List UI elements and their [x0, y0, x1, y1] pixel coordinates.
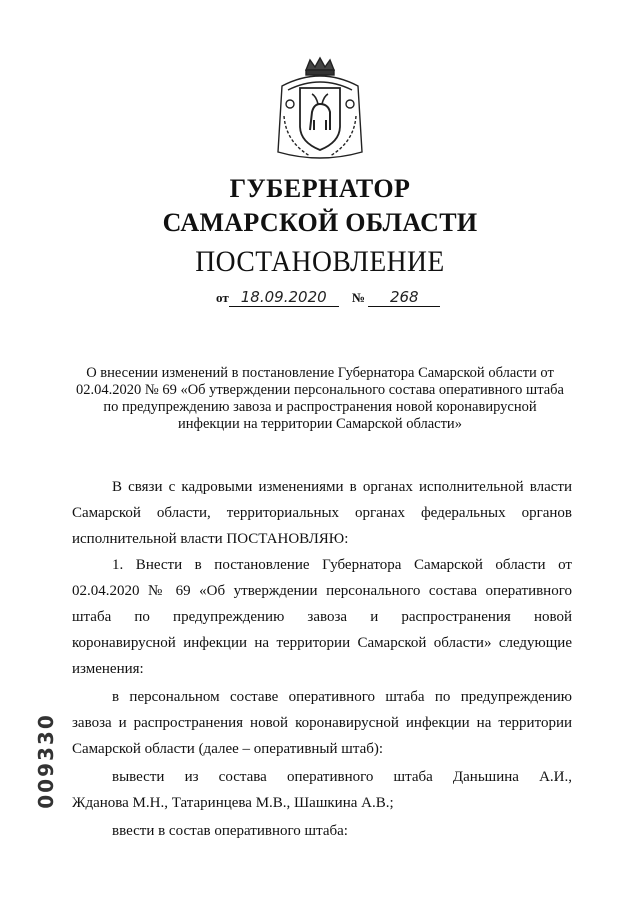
region-title: САМАРСКОЙ ОБЛАСТИ [162, 208, 478, 237]
body-line: штаба по предупреждению завоза и распространения новой [72, 609, 572, 625]
body-line: в персональном составе оперативного штаба по предупреждению [112, 689, 572, 705]
side-registration-stamp [26, 713, 66, 809]
body-line: исполнительной власти ПОСТАНОВЛЯЮ: [72, 531, 349, 547]
registration-number: 268 [368, 288, 440, 307]
document-type-title: ПОСТАНОВЛЕНИЕ [195, 245, 445, 278]
date-prefix: от [216, 290, 229, 305]
body-line: Самарской области (далее – оперативный штаб): [72, 741, 384, 757]
body-line: изменения: [72, 661, 144, 677]
governor-title: ГУБЕРНАТОР [229, 174, 411, 203]
document-subject: О внесении изменений в постановление Губернатора Самарской области от 02.04.2020 № 69 «Об утверждении персонального состава оперативного штаба по предупреждению завоза и распространения новой коронавирусной инфекции на территории Самарской области» [76, 365, 564, 432]
side-stamp-number: 009330 [34, 713, 58, 809]
coat-of-arms-emblem [270, 56, 370, 164]
body-line: Жданова М.Н., Татаринцева М.В., Шашкина А.В.; [72, 795, 394, 811]
body-line: В связи с кадровыми изменениями в органах исполнительной власти [112, 479, 572, 495]
body-line: ввести в состав оперативного штаба: [112, 823, 348, 839]
body-line: 02.04.2020 № 69 «Об утверждении персонального состава оперативного [72, 583, 572, 599]
body-line: 1. Внести в постановление Губернатора Самарской области от [112, 557, 572, 573]
body-line: коронавирусной инфекции на территории Самарской области» следующие [72, 635, 572, 651]
number-label: № [351, 290, 366, 305]
body-line: вывести из состава оперативного штаба Даньшина А.И., [112, 769, 572, 785]
body-line: завоза и распространения новой коронавирусной инфекции на территории [72, 715, 572, 731]
registration-line [216, 288, 440, 310]
registration-date: 18.09.2020 [229, 288, 339, 307]
body-line: Самарской области, территориальных органах федеральных органов [72, 505, 572, 521]
